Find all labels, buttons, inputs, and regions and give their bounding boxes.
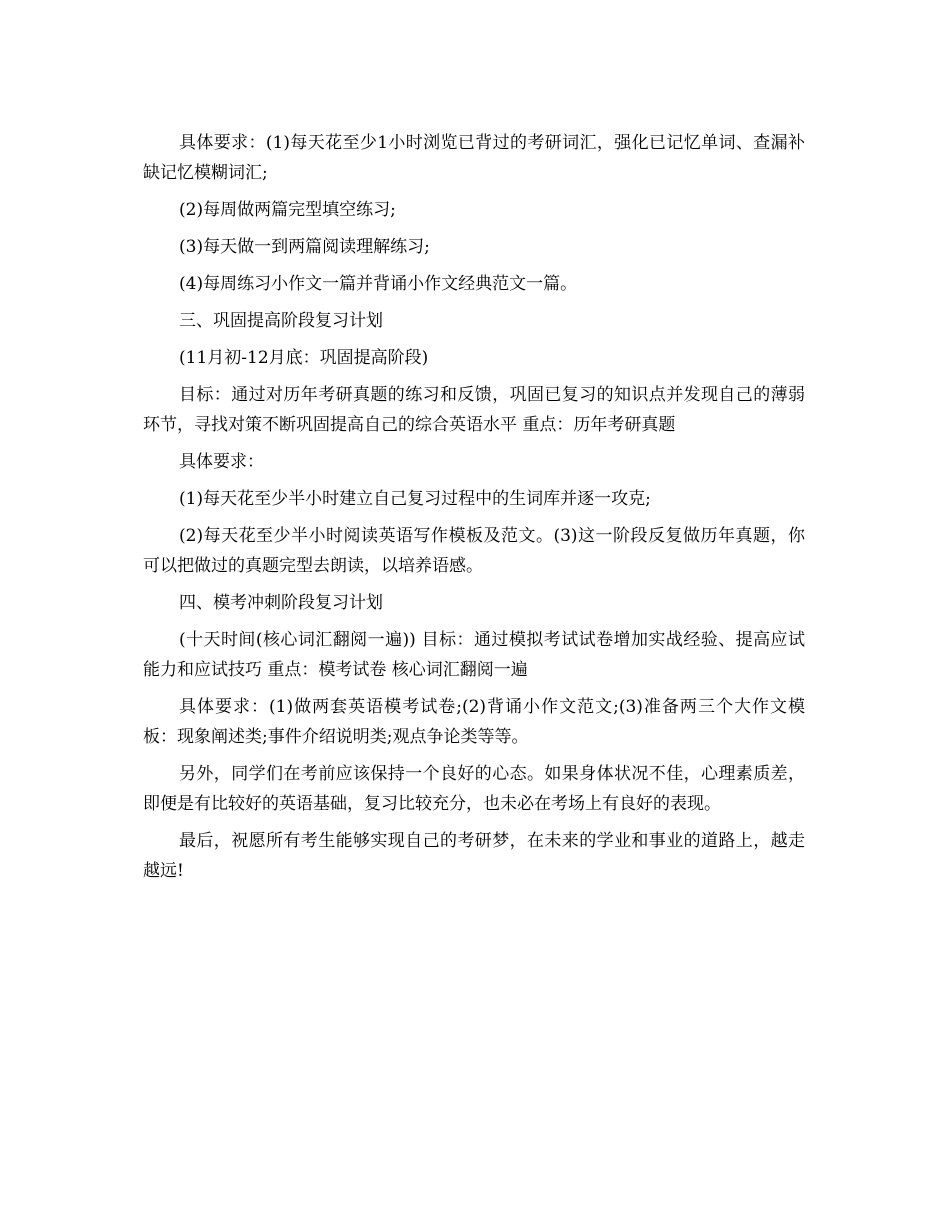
section-heading-mock-exam: 四、模考冲刺阶段复习计划 <box>179 593 383 613</box>
paragraph-requirements-label: 具体要求： <box>179 452 264 472</box>
paragraph-reading-practice: (3)每天做一到两篇阅读理解练习; <box>179 237 430 257</box>
paragraph-closing-wish: 最后，祝愿所有考生能够实现自己的考研梦，在未来的学业和事业的道路上，越走越远! <box>143 831 805 881</box>
paragraph-mock-exam-requirements: 具体要求：(1)做两套英语模考试卷;(2)背诵小作文范文;(3)准备两三个大作文模板：现象阐述类;事件介绍说明类;观点争论类等等。 <box>143 697 805 747</box>
document-body <box>143 128 805 893</box>
paragraph-vocabulary-bank: (1)每天花至少半小时建立自己复习过程中的生词库并逐一攻克; <box>179 489 651 509</box>
paragraph-writing-templates: (2)每天花至少半小时阅读英语写作模板及范文。(3)这一阶段反复做历年真题，你可以把做过的真题完型去朗读，以培养语感。 <box>143 526 805 576</box>
paragraph-consolidation-period: (11月初-12月底：巩固提高阶段) <box>179 348 429 368</box>
section-heading-consolidation: 三、巩固提高阶段复习计划 <box>179 311 383 331</box>
paragraph-cloze-practice: (2)每周做两篇完型填空练习; <box>179 200 396 220</box>
paragraph-requirements-1: 具体要求：(1)每天花至少1小时浏览已背过的考研词汇，强化已记忆单词、查漏补缺记忆模糊词汇; <box>143 133 805 183</box>
paragraph-consolidation-goal: 目标：通过对历年考研真题的练习和反馈，巩固已复习的知识点并发现自己的薄弱环节，寻找对策不断巩固提高自己的综合英语水平 重点：历年考研真题 <box>143 385 805 435</box>
paragraph-mock-exam-goal: (十天时间(核心词汇翻阅一遍)) 目标：通过模拟考试试卷增加实战经验、提高应试能力和应试技巧 重点：模考试卷 核心词汇翻阅一遍 <box>143 630 805 680</box>
paragraph-mindset: 另外，同学们在考前应该保持一个良好的心态。如果身体状况不佳，心理素质差，即便是有比较好的英语基础，复习比较充分，也未必在考场上有良好的表现。 <box>143 764 805 814</box>
paragraph-writing-practice: (4)每周练习小作文一篇并背诵小作文经典范文一篇。 <box>179 274 578 294</box>
